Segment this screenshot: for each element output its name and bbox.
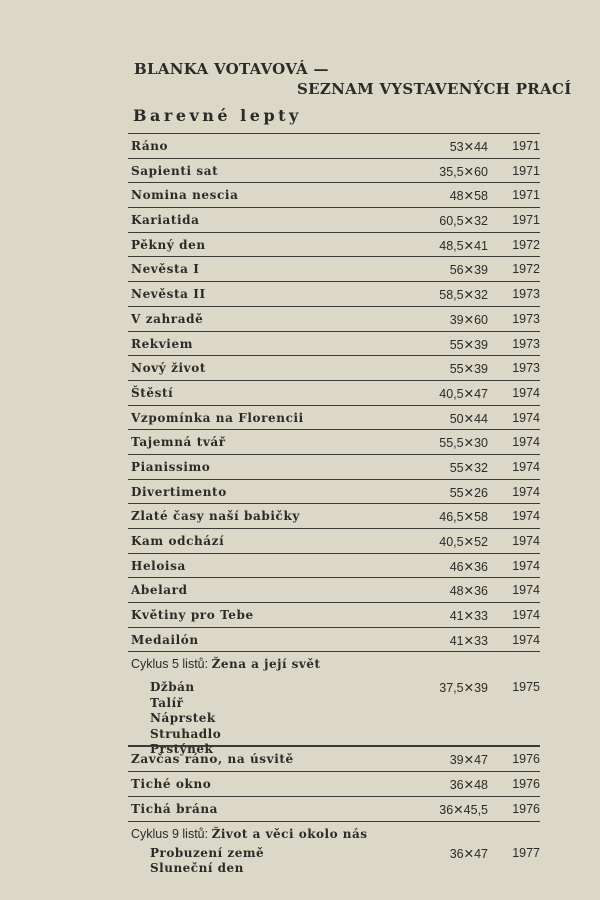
work-year: 1973	[512, 287, 540, 302]
cycle-label: Cyklus 9 listů:	[131, 826, 209, 841]
work-size: 39✕47	[449, 753, 488, 768]
work-size: 39✕60	[449, 312, 488, 327]
list-heading: SEZNAM VYSTAVENÝCH PRACÍ	[297, 80, 572, 98]
work-title: Rekviem	[131, 336, 193, 351]
work-size: 55✕39	[449, 362, 488, 377]
work-title: Divertimento	[131, 484, 227, 499]
cycle-item: Probuzení země	[150, 845, 265, 860]
cycle-items	[150, 846, 264, 877]
cycle-entry	[128, 652, 540, 757]
work-size: 35,5✕60	[439, 164, 488, 179]
work-size: 40,5✕52	[439, 535, 488, 549]
work-row	[128, 529, 540, 554]
work-size: 46,5✕58	[439, 510, 488, 525]
work-size: 60,5✕32	[439, 214, 488, 229]
work-size: 48✕36	[449, 584, 488, 599]
work-row	[128, 578, 540, 603]
work-year: 1976	[512, 752, 540, 767]
cycle-label: Cyklus 5 listů:	[131, 657, 209, 672]
work-row	[128, 504, 540, 529]
work-size: 48✕58	[449, 189, 488, 204]
work-title: Tajemná tvář	[131, 435, 226, 450]
work-title: Květiny pro Tebe	[131, 608, 254, 623]
work-year: 1971	[512, 188, 540, 203]
work-row	[128, 628, 540, 653]
cycle-entry	[128, 822, 540, 892]
work-row	[128, 208, 540, 233]
work-year: 1974	[512, 509, 540, 524]
work-size: 55✕32	[449, 460, 488, 475]
work-size: 36✕45,5	[439, 802, 488, 817]
work-row	[128, 307, 540, 332]
work-title: Štěstí	[131, 385, 174, 400]
cycle-title: Život a věci okolo nás	[211, 826, 368, 841]
work-title: Tiché okno	[131, 777, 212, 792]
work-row	[128, 772, 540, 797]
work-row	[128, 797, 540, 822]
work-size: 40,5✕47	[439, 386, 488, 401]
work-row	[128, 159, 540, 184]
work-row	[128, 282, 540, 307]
section-title: Barevné lepty	[133, 106, 302, 125]
work-year: 1974	[512, 410, 540, 425]
work-row	[128, 381, 540, 406]
work-size: 41✕33	[449, 609, 488, 624]
work-row	[128, 332, 540, 357]
author-heading: BLANKA VOTAVOVÁ —	[134, 60, 329, 78]
cycle-size: 36✕47	[449, 846, 488, 861]
work-title: Pěkný den	[131, 237, 206, 252]
work-year: 1974	[512, 385, 540, 400]
work-year: 1973	[512, 361, 540, 376]
work-row	[128, 257, 540, 282]
work-row	[128, 480, 540, 505]
cycle-size: 37,5✕39	[439, 681, 488, 696]
work-year: 1974	[512, 484, 540, 499]
work-row	[128, 183, 540, 208]
work-size: 36✕48	[449, 778, 488, 793]
work-size: 58,5✕32	[439, 288, 488, 303]
work-title: Ráno	[131, 139, 169, 153]
cycle-item: Džbán	[150, 680, 195, 695]
work-year: 1973	[512, 311, 540, 326]
work-row	[128, 455, 540, 480]
cycle-heading	[131, 827, 368, 841]
work-title: Abelard	[131, 583, 188, 598]
cycle-title: Žena a její svět	[211, 657, 321, 672]
work-row	[128, 233, 540, 258]
work-year: 1974	[512, 558, 540, 573]
work-title: Heloisa	[131, 558, 186, 573]
cycle-item: Náprstek	[150, 711, 216, 726]
work-title: Pianissimo	[131, 459, 211, 474]
work-size: 41✕33	[449, 633, 488, 648]
work-title: Vzpomínka na Florencii	[131, 410, 304, 425]
work-title: Nevěsta I	[131, 262, 200, 277]
work-title: Kariatida	[131, 213, 200, 228]
work-year: 1974	[512, 435, 540, 450]
work-row	[128, 133, 540, 159]
cycle-item: Prstýnek	[150, 742, 214, 757]
work-title: Kam odchází	[131, 534, 225, 548]
work-title: Nový život	[131, 361, 206, 376]
work-year: 1971	[512, 163, 540, 178]
work-size: 53✕44	[449, 140, 488, 154]
work-year: 1974	[512, 583, 540, 598]
work-row	[128, 603, 540, 628]
work-row	[128, 746, 540, 772]
work-year: 1972	[512, 237, 540, 252]
work-title: Sapienti sat	[131, 163, 219, 178]
work-row	[128, 406, 540, 431]
work-size: 48,5✕41	[439, 238, 488, 253]
work-size: 55✕39	[449, 337, 488, 352]
work-title: Medailón	[131, 632, 199, 647]
work-size: 46✕36	[449, 559, 488, 574]
work-row	[128, 430, 540, 455]
work-year: 1971	[512, 213, 540, 228]
work-year: 1972	[512, 262, 540, 277]
cycle-item: Sluneční den	[150, 861, 244, 875]
work-year: 1976	[512, 801, 540, 816]
work-row	[128, 554, 540, 579]
work-year: 1974	[512, 459, 540, 474]
work-title: Zlaté časy naší babičky	[131, 509, 300, 524]
work-size: 50✕44	[449, 411, 488, 426]
cycle-year: 1977	[512, 845, 540, 860]
work-year: 1974	[512, 534, 540, 548]
work-year: 1976	[512, 777, 540, 792]
cycle-item: Talíř	[150, 695, 184, 710]
work-year: 1973	[512, 336, 540, 351]
cycle-year: 1975	[512, 680, 540, 695]
work-size: 55,5✕30	[439, 436, 488, 451]
work-title: V zahradě	[131, 311, 204, 326]
work-title: Zavčas ráno, na úsvitě	[131, 752, 294, 767]
work-year: 1974	[512, 608, 540, 623]
works-table	[128, 133, 540, 892]
cycle-heading	[131, 657, 321, 671]
work-year: 1971	[512, 139, 540, 153]
work-title: Nevěsta II	[131, 287, 206, 302]
work-row	[128, 356, 540, 381]
work-year: 1974	[512, 632, 540, 647]
work-title: Nomina nescia	[131, 188, 239, 203]
cycle-item: Struhadlo	[150, 726, 222, 741]
work-size: 56✕39	[449, 263, 488, 278]
work-title: Tichá brána	[131, 801, 219, 816]
work-size: 55✕26	[449, 485, 488, 500]
